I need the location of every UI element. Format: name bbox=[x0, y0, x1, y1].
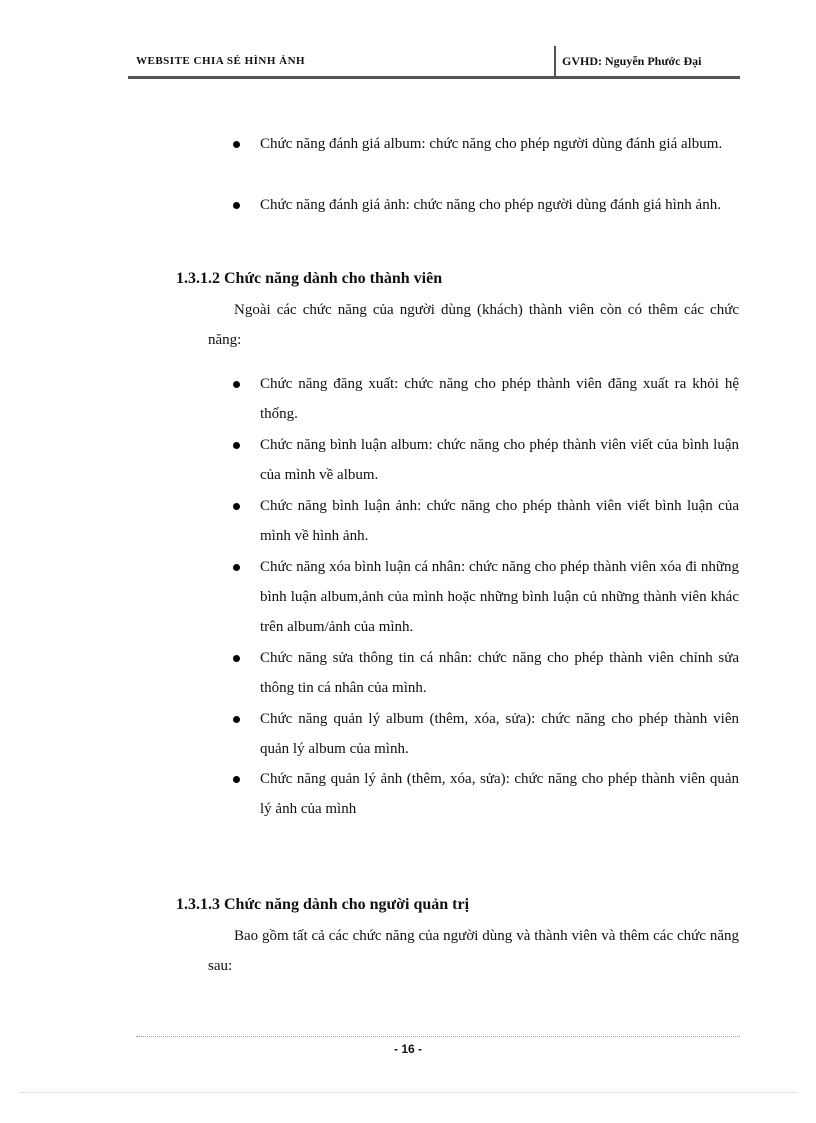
header-divider bbox=[554, 46, 556, 76]
list-item-text: Chức năng đánh giá album: chức năng cho phép người dùng đánh giá album. bbox=[260, 136, 723, 152]
bullet-icon bbox=[233, 202, 240, 209]
list-item-text: Chức năng bình luận album: chức năng cho phép thành viên viết của bình luận của mình về album. bbox=[260, 437, 739, 483]
list-item-text: Chức năng quản lý ảnh (thêm, xóa, sửa): chức năng cho phép thành viên quản lý ảnh của mình bbox=[260, 771, 739, 817]
bullet-icon bbox=[233, 776, 240, 783]
list-item bbox=[233, 643, 739, 703]
page-header bbox=[128, 44, 740, 79]
list-item bbox=[233, 704, 739, 764]
list-item bbox=[233, 430, 739, 490]
list-item bbox=[233, 190, 739, 220]
list-item-text: Chức năng đăng xuất: chức năng cho phép thành viên đăng xuất ra khỏi hệ thống. bbox=[260, 376, 739, 422]
page-bottom-divider bbox=[20, 1092, 796, 1093]
list-item bbox=[233, 491, 739, 551]
bullet-icon bbox=[233, 716, 240, 723]
list-item bbox=[233, 764, 739, 824]
bullet-icon bbox=[233, 381, 240, 388]
list-item-text: Chức năng đánh giá ảnh: chức năng cho phép người dùng đánh giá hình ảnh. bbox=[260, 197, 721, 213]
page-number: - 16 - bbox=[393, 1042, 422, 1056]
list-item-text: Chức năng quản lý album (thêm, xóa, sửa): chức năng cho phép thành viên quản lý album của mình. bbox=[260, 711, 739, 757]
list-item-text: Chức năng xóa bình luận cá nhân: chức năng cho phép thành viên xóa đi những bình luận album,ảnh của mình hoặc những bình luận củ những thành viên khác trên album/ảnh của mình. bbox=[260, 559, 739, 635]
list-item bbox=[233, 369, 739, 429]
list-item bbox=[233, 129, 739, 159]
list-item bbox=[233, 552, 739, 642]
section-heading: 1.3.1.2 Chức năng dành cho thành viên bbox=[176, 270, 443, 287]
section-intro: Bao gồm tất cả các chức năng của người dùng và thành viên và thêm các chức năng sau: bbox=[208, 928, 739, 974]
header-title: WEBSITE CHIA SẺ HÌNH ẢNH bbox=[136, 55, 306, 67]
section-intro: Ngoài các chức năng của người dùng (khách) thành viên còn có thêm các chức năng: bbox=[208, 302, 739, 348]
bullet-icon bbox=[233, 655, 240, 662]
bullet-icon bbox=[233, 442, 240, 449]
footer-divider bbox=[136, 1036, 740, 1037]
list-item-text: Chức năng sửa thông tin cá nhân: chức năng cho phép thành viên chỉnh sửa thông tin cá nhân của mình. bbox=[260, 650, 739, 696]
section-heading: 1.3.1.3 Chức năng dành cho người quản trị bbox=[176, 896, 470, 913]
bullet-icon bbox=[233, 503, 240, 510]
header-advisor: GVHD: Nguyễn Phước Đại bbox=[562, 54, 702, 68]
bullet-icon bbox=[233, 564, 240, 571]
list-item-text: Chức năng bình luận ảnh: chức năng cho phép thành viên viết bình luận của mình về hình ảnh. bbox=[260, 498, 739, 544]
bullet-icon bbox=[233, 141, 240, 148]
